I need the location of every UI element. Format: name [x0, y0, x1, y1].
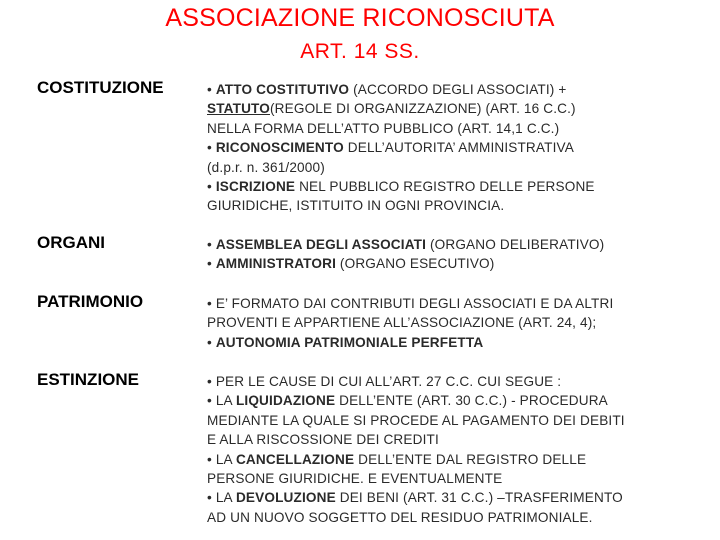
key-term: ASSEMBLEA DEGLI ASSOCIATI — [215, 237, 427, 252]
page-subtitle: ART. 14 SS. — [300, 40, 420, 63]
section-content — [207, 372, 707, 527]
content-line: • LA DEVOLUZIONE DEI BENI (ART. 31 C.C.) –TRASFERIMENTO — [207, 490, 623, 506]
content-line: NELLA FORMA DELL’ATTO PUBBLICO (ART. 14,1 C.C.) — [207, 120, 560, 136]
key-term: CANCELLAZIONE — [235, 451, 355, 467]
key-term: LIQUIDAZIONE — [235, 393, 336, 409]
content-line: • LA LIQUIDAZIONE DELL’ENTE (ART. 30 C.C.) - PROCEDURA — [207, 393, 608, 409]
section-label: COSTITUZIONE — [37, 78, 164, 97]
content-line: • ATTO COSTITUTIVO (ACCORDO DEGLI ASSOCIATI) + — [207, 82, 567, 97]
content-line: AD UN NUOVO SOGGETTO DEL RESIDUO PATRIMONIALE. — [207, 509, 593, 525]
content-line: PROVENTI E APPARTIENE ALL’ASSOCIAZIONE (ART. 24, 4); — [207, 315, 597, 331]
section-label: ESTINZIONE — [37, 370, 140, 389]
content-line: • LA CANCELLAZIONE DELL’ENTE DAL REGISTRO DELLE — [207, 451, 587, 467]
content-line: MEDIANTE LA QUALE SI PROCEDE AL PAGAMENTO DEI DEBITI — [207, 412, 625, 428]
content-line: STATUTO(REGOLE DI ORGANIZZAZIONE) (ART. 16 C.C.) — [207, 101, 576, 117]
content-line: • ASSEMBLEA DEGLI ASSOCIATI (ORGANO DELIBERATIVO) — [207, 237, 605, 252]
section-content — [207, 80, 707, 216]
section-label: ORGANI — [37, 233, 105, 252]
key-term: RICONOSCIMENTO — [215, 140, 344, 156]
key-term: AUTONOMIA PATRIMONIALE PERFETTA — [215, 334, 484, 350]
content-line: • ISCRIZIONE NEL PUBBLICO REGISTRO DELLE PERSONE — [207, 179, 595, 195]
content-line: • AMMINISTRATORI (ORGANO ESECUTIVO) — [207, 256, 495, 272]
content-line: • E’ FORMATO DAI CONTRIBUTI DEGLI ASSOCIATI E DA ALTRI — [207, 296, 614, 311]
section-content — [207, 235, 707, 274]
content-line: • PER LE CAUSE DI CUI ALL’ART. 27 C.C. CUI SEGUE : — [207, 374, 562, 389]
section-label: PATRIMONIO — [37, 292, 144, 311]
content-line: • AUTONOMIA PATRIMONIALE PERFETTA — [207, 334, 484, 350]
key-term: AMMINISTRATORI — [215, 256, 336, 272]
key-term: STATUTO — [207, 101, 270, 117]
key-term: ISCRIZIONE — [215, 179, 296, 195]
content-line: PERSONE GIURIDICHE. E EVENTUALMENTE — [207, 471, 503, 487]
key-term: ATTO COSTITUTIVO — [215, 82, 350, 97]
content-line: GIURIDICHE, ISTITUITO IN OGNI PROVINCIA. — [207, 198, 505, 214]
page-title: ASSOCIAZIONE RICONOSCIUTA — [165, 4, 555, 32]
content-line: E ALLA RISCOSSIONE DEI CREDITI — [207, 432, 439, 448]
key-term: DEVOLUZIONE — [235, 490, 336, 506]
content-line: • RICONOSCIMENTO DELL’AUTORITA’ AMMINISTRATIVA — [207, 140, 574, 156]
section-content — [207, 294, 707, 352]
content-line: (d.p.r. n. 361/2000) — [207, 159, 325, 175]
